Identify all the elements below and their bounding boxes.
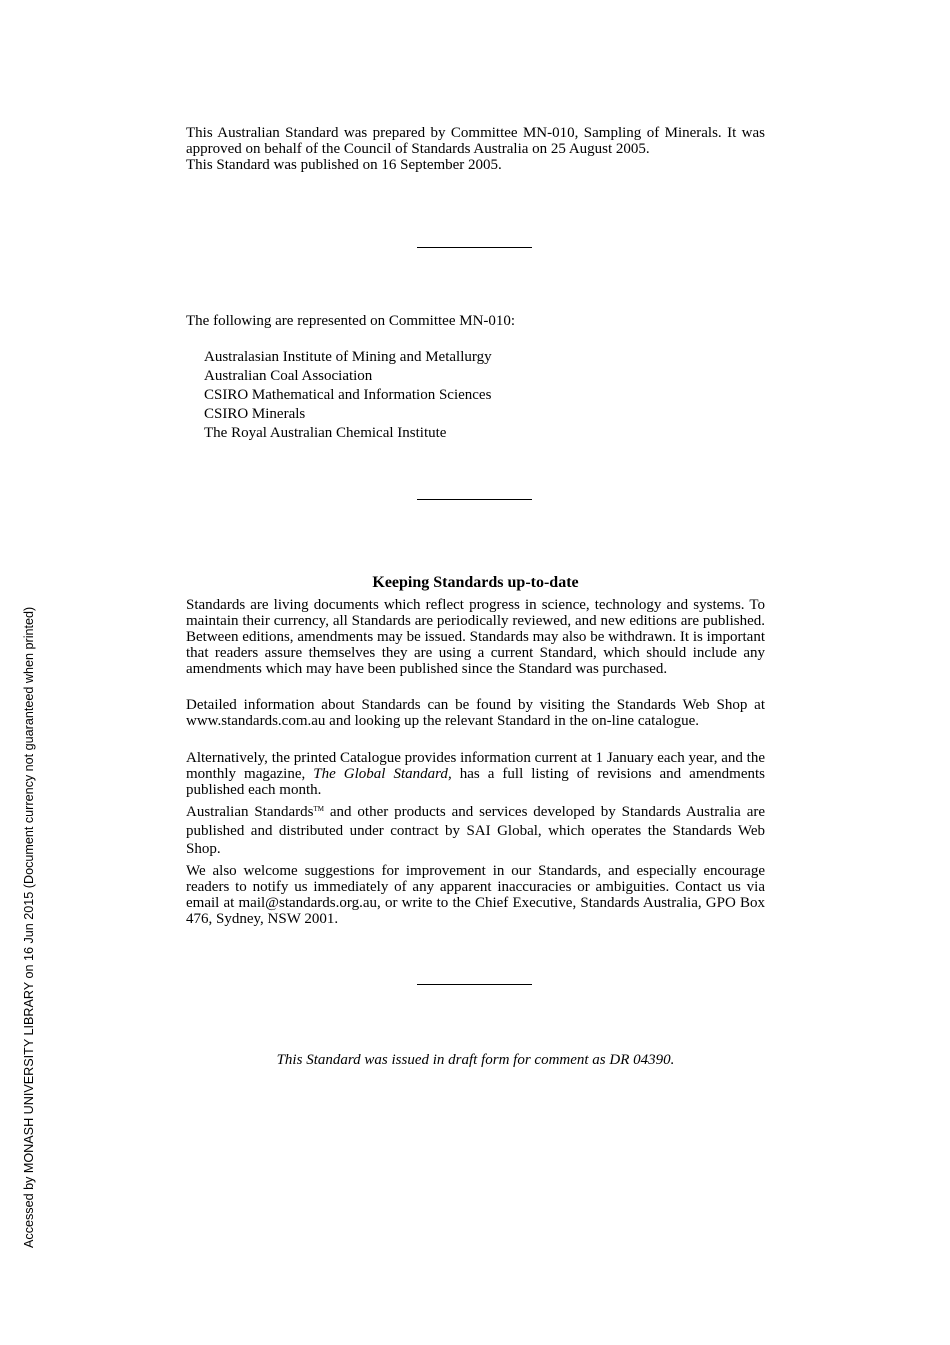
divider-rule xyxy=(417,499,532,500)
section-heading: Keeping Standards up-to-date xyxy=(372,574,579,591)
keeping-paragraph-1: Standards are living documents which reflect progress in science, technology and systems. To maintain their currency, all Standards are periodically reviewed, and new editions are published. Between editions, amendments may be issued. Standards may also be withdrawn. It is important that readers assure themselves they are using a current Standard, which should include any amendments which may have been published since the Standard was purchased. xyxy=(186,597,765,677)
keeping-paragraph-5: We also welcome suggestions for improvement in our Standards, and especially encourage readers to notify us immediately of any apparent inaccuracies or ambiguities. Contact us via email at mail@standards.org.au, or write to the Chief Executive, Standards Australia, GPO Box 476, Sydney, NSW 2001. xyxy=(186,863,765,927)
list-item: Australian Coal Association xyxy=(204,368,373,384)
list-item: The Royal Australian Chemical Institute xyxy=(204,425,447,441)
paragraph-text: , has a full listing of revisions and amendments published each month. xyxy=(186,766,765,798)
committee-intro: The following are represented on Committee MN-010: xyxy=(186,313,516,329)
keeping-paragraph-4 xyxy=(186,803,765,859)
committee-member-list xyxy=(204,348,492,443)
list-item: Australasian Institute of Mining and Metallurgy xyxy=(204,349,492,365)
list-item: CSIRO Mathematical and Information Sciences xyxy=(204,387,492,403)
approval-block xyxy=(186,125,765,173)
trademark-mark: TM xyxy=(313,805,325,813)
divider-rule xyxy=(417,984,532,985)
paragraph-text: Australian Standards xyxy=(186,804,314,820)
paragraph-text: and other products and services developed by Standards Australia are published and distributed under contract by SAI Global, which operates the Standards Web Shop. xyxy=(186,804,766,857)
draft-note: This Standard was issued in draft form for comment as DR 04390. xyxy=(276,1052,675,1068)
paragraph-text: Alternatively, the printed Catalogue provides information current at 1 January each year, and the monthly magazine, xyxy=(186,750,765,782)
list-item: CSIRO Minerals xyxy=(204,406,306,422)
keeping-paragraph-2: Detailed information about Standards can be found by visiting the Standards Web Shop at www.standards.com.au and looking up the relevant Standard in the on-line catalogue. xyxy=(186,697,765,729)
approval-text: This Australian Standard was prepared by Committee MN-010, Sampling of Minerals. It was approved on behalf of the Council of Standards Australia on 25 August 2005. xyxy=(186,125,765,157)
magazine-title: The Global Standard xyxy=(313,766,448,782)
publication-date-text: This Standard was published on 16 September 2005. xyxy=(186,157,502,173)
access-notice: Accessed by MONASH UNIVERSITY LIBRARY on 16 Jun 2015 (Document currency not guaranteed when printed) xyxy=(22,606,36,1248)
divider-rule xyxy=(417,247,532,248)
keeping-paragraph-3 xyxy=(186,750,765,798)
